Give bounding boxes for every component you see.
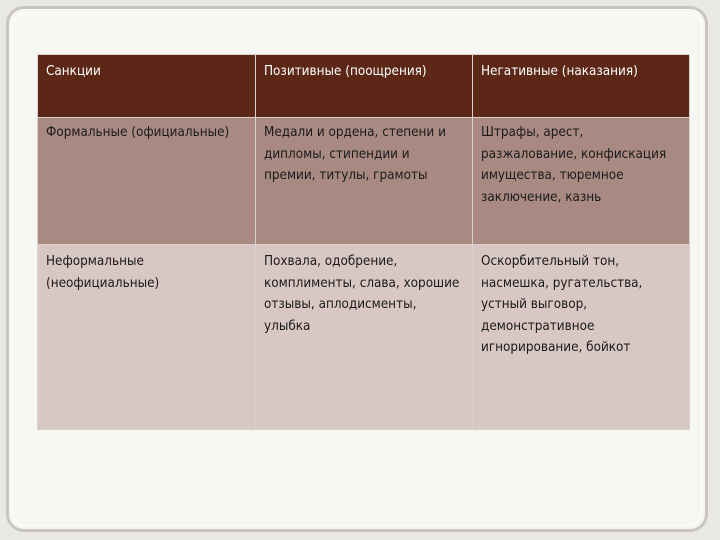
cell-informal-positive: Похвала, одобрение, комплименты, слава, хорошие отзывы, аплодисменты, улыбка [256, 245, 473, 430]
header-negative: Негативные (наказания) [473, 55, 690, 118]
cell-formal-negative: Штрафы, арест, разжалование, конфискация имущества, тюремное заключение, казнь [473, 118, 690, 245]
sanctions-table [37, 54, 690, 430]
header-sanctions: Санкции [38, 55, 256, 118]
table-row-informal [38, 245, 690, 430]
cell-informal-negative: Оскорбительный тон, насмешка, ругательства, устный выговор, демонстративное игнорирование, бойкот [473, 245, 690, 430]
table-row-formal [38, 118, 690, 245]
table-header-row [38, 55, 690, 118]
cell-formal-type: Формальные (официальные) [38, 118, 256, 245]
cell-formal-positive: Медали и ордена, степени и дипломы, стипендии и премии, титулы, грамоты [256, 118, 473, 245]
cell-informal-type: Неформальные (неофициальные) [38, 245, 256, 430]
header-positive: Позитивные (поощрения) [256, 55, 473, 118]
